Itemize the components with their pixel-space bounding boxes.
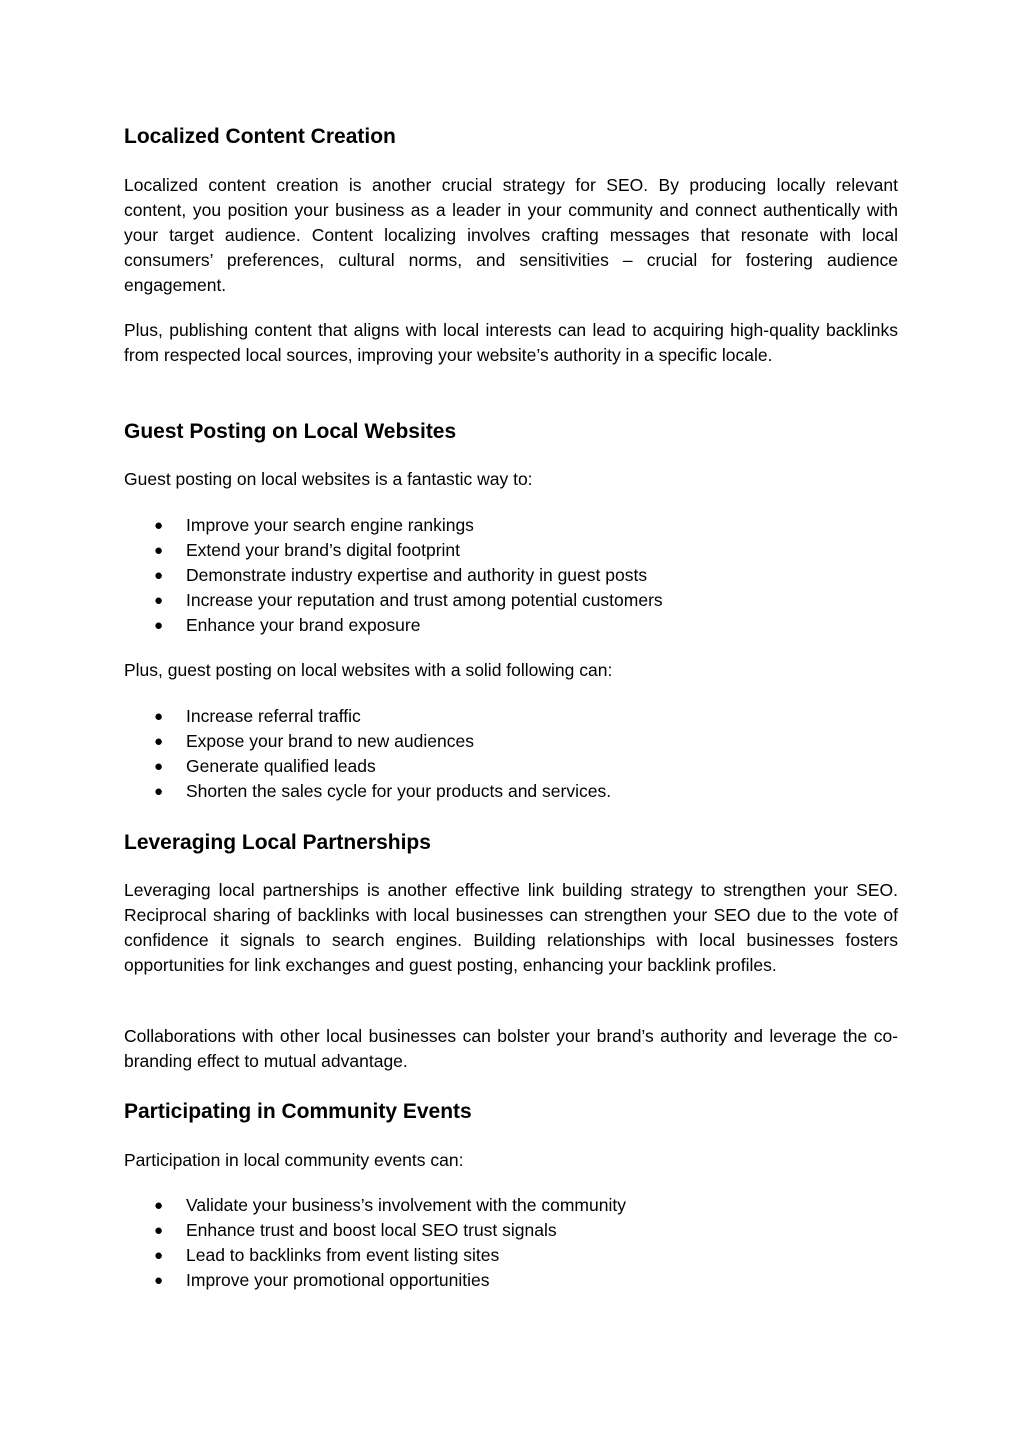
list-item-text: Extend your brand’s digital footprint — [186, 540, 461, 560]
list-item — [124, 729, 898, 754]
list-item-text: Expose your brand to new audiences — [186, 731, 474, 751]
paragraph: Collaborations with other local businesses can bolster your brand’s authority and leverage the co-branding effect to mutual advantage. — [124, 1026, 898, 1071]
list-item-text: Improve your search engine rankings — [186, 515, 474, 535]
section-heading: Localized Content Creation — [124, 125, 396, 148]
bullet-icon: ● — [154, 567, 164, 584]
list-item-text: Improve your promotional opportunities — [186, 1270, 490, 1290]
list-item — [124, 513, 898, 538]
list-item-text: Enhance your brand exposure — [186, 615, 421, 635]
bullet-icon: ● — [154, 592, 164, 609]
list-item — [124, 613, 898, 638]
bullet-icon: ● — [154, 542, 164, 559]
list-item-text: Lead to backlinks from event listing sites — [186, 1245, 500, 1265]
list-item-text: Demonstrate industry expertise and authority in guest posts — [186, 565, 648, 585]
section-heading: Participating in Community Events — [124, 1100, 472, 1123]
list-item — [124, 1218, 898, 1243]
paragraph: Participation in local community events can: — [124, 1150, 464, 1170]
section-heading: Leveraging Local Partnerships — [124, 831, 431, 854]
list-item — [124, 779, 898, 804]
paragraph: Plus, guest posting on local websites with a solid following can: — [124, 660, 613, 680]
list-item — [124, 1193, 898, 1218]
bullet-list — [124, 1193, 898, 1293]
list-item — [124, 754, 898, 779]
paragraph: Guest posting on local websites is a fantastic way to: — [124, 469, 533, 489]
bullet-icon: ● — [154, 1247, 164, 1264]
list-item-text: Generate qualified leads — [186, 756, 376, 776]
bullet-icon: ● — [154, 783, 164, 800]
bullet-icon: ● — [154, 1272, 164, 1289]
list-item — [124, 1268, 898, 1293]
bullet-icon: ● — [154, 517, 164, 534]
list-item — [124, 563, 898, 588]
list-item-text: Increase your reputation and trust among potential customers — [186, 590, 663, 610]
bullet-icon: ● — [154, 617, 164, 634]
list-item-text: Shorten the sales cycle for your products and services. — [186, 781, 612, 801]
paragraph: Localized content creation is another crucial strategy for SEO. By producing locally relevant content, you position your business as a leader in your community and connect authentically with your target audience. Content localizing involves crafting messages that resonate with local consumers’ preferences, cultural norms, and sensitivities – crucial for fostering audience engagement. — [124, 175, 898, 295]
paragraph: Leveraging local partnerships is another effective link building strategy to strengthen your SEO. Reciprocal sharing of backlinks with local businesses can strengthen your SEO due to the vote of confidence it signals to search engines. Building relationships with local businesses fosters opportunities for link exchanges and guest posting, enhancing your backlink profiles. — [124, 880, 898, 975]
bullet-list — [124, 704, 898, 804]
bullet-icon: ● — [154, 758, 164, 775]
list-item-text: Validate your business’s involvement with the community — [186, 1195, 626, 1215]
list-item-text: Enhance trust and boost local SEO trust signals — [186, 1220, 557, 1240]
list-item — [124, 704, 898, 729]
list-item — [124, 588, 898, 613]
list-item — [124, 538, 898, 563]
list-item — [124, 1243, 898, 1268]
bullet-list — [124, 513, 898, 638]
paragraph: Plus, publishing content that aligns with local interests can lead to acquiring high-quality backlinks from respected local sources, improving your website’s authority in a specific locale. — [124, 320, 898, 365]
bullet-icon: ● — [154, 1197, 164, 1214]
bullet-icon: ● — [154, 733, 164, 750]
list-item-text: Increase referral traffic — [186, 706, 361, 726]
bullet-icon: ● — [154, 708, 164, 725]
bullet-icon: ● — [154, 1222, 164, 1239]
section-heading: Guest Posting on Local Websites — [124, 420, 457, 443]
